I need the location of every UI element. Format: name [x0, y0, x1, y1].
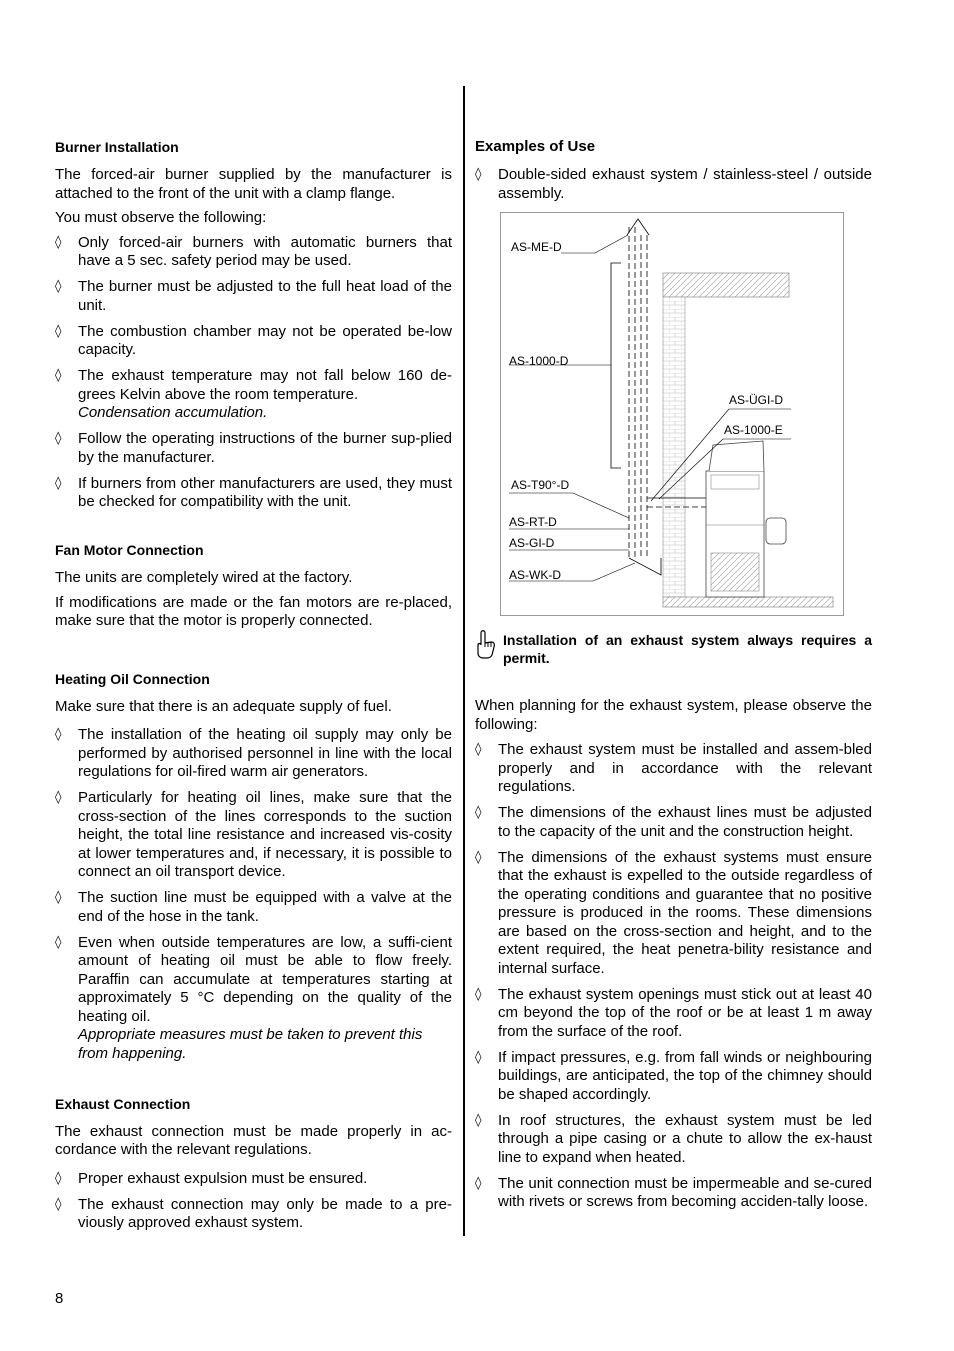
bullet-icon: ◊ — [55, 323, 62, 339]
examples-list — [475, 166, 872, 203]
list-item: ◊ The unit connection must be impermeable and se-cured with rivets or screws from becoming acciden-tally loose. — [475, 1174, 872, 1210]
list-item: ◊ Double-sided exhaust system / stainless-steel / outside assembly. — [475, 166, 872, 202]
label-as-1000-e: AS-1000-E — [724, 423, 783, 437]
exhaust-heading: Exhaust Connection — [55, 1095, 191, 1112]
bullet-icon: ◊ — [55, 475, 62, 491]
burner-heading: Burner Installation — [55, 139, 179, 155]
list-item: ◊ Follow the operating instructions of the burner sup-plied by the manufacturer. — [55, 430, 452, 466]
column-divider — [463, 86, 465, 1236]
paraffin-note: Appropriate measures must be taken to prevent this from happening. — [78, 1026, 423, 1062]
condensation-note: Condensation accumulation. — [78, 404, 268, 421]
bullet-icon: ◊ — [55, 279, 62, 294]
exhaust-paragraph-1: The exhaust connection must be made properly in ac-cordance with the relevant regulations. — [55, 1122, 452, 1158]
oil-list — [55, 726, 452, 1063]
left-column — [55, 138, 452, 1240]
list-item: ◊ The exhaust system openings must stick out at least 40 cm beyond the top of the roof or be at least 1 m away from the surface of the roof. — [475, 985, 872, 1040]
bullet-icon: ◊ — [475, 1112, 482, 1128]
list-item: ◊ The suction line must be equipped with a valve at the end of the hose in the tank. — [55, 889, 452, 925]
bullet-icon: ◊ — [55, 727, 62, 742]
list-item: ◊ Even when outside temperatures are low, a suffi-cient amount of heating oil must be able to flow freely. Paraffin can accumulate at temperatures starting at approximately 5 °C depending on the quality of the heating oil. Appropriate measures must be taken to prevent this from happening. — [55, 933, 452, 1062]
burner-paragraph-1: The forced-air burner supplied by the manufacturer is attached to the front of the unit with a clamp flange. — [55, 166, 452, 202]
label-as-1000-d: AS-1000-D — [509, 354, 569, 368]
list-item: ◊ The combustion chamber may not be operated be-low capacity. — [55, 322, 452, 358]
label-as-wk-d: AS-WK-D — [509, 568, 561, 582]
list-item: ◊ The exhaust connection may only be made to a pre-viously approved exhaust system. — [55, 1195, 452, 1231]
bullet-icon: ◊ — [55, 368, 62, 383]
oil-heading: Heating Oil Connection — [55, 670, 210, 687]
oil-paragraph-1: Make sure that there is an adequate supply of fuel. — [55, 697, 392, 715]
bullet-icon: ◊ — [55, 234, 62, 250]
list-item: ◊ Particularly for heating oil lines, make sure that the cross-section of the lines corresponds to the suction height, the total line resistance and increased vis-cosity at lower temperatures and, if necessary, it is possible to connect an oil transport device. — [55, 789, 452, 880]
list-item: ◊ The installation of the heating oil supply may only be performed by authorised personnel in line with the local regulations for oil-fired warm air generators. — [55, 726, 452, 780]
bullet-icon: ◊ — [55, 790, 62, 805]
exhaust-list — [55, 1170, 452, 1233]
examples-heading: Examples of Use — [475, 138, 596, 155]
label-as-rt-d: AS-RT-D — [509, 515, 557, 529]
list-item: ◊ The dimensions of the exhaust systems must ensure that the exhaust is expelled to the outside regardless of the operating conditions and guarantee that no positive pressure is produced in the rooms. These dimensions are based on the cross-section and height, and to the extent required, the heat penetra-bility resistance and internal surface. — [475, 848, 872, 977]
bullet-icon: ◊ — [55, 1196, 62, 1212]
label-as-ugi-d: AS-ÜGI-D — [729, 393, 783, 407]
fan-paragraph-1: The units are completely wired at the factory. — [55, 569, 353, 586]
label-as-gi-d: AS-GI-D — [509, 536, 555, 550]
bullet-icon: ◊ — [475, 986, 482, 1002]
planning-paragraph: When planning for the exhaust system, please observe the following: — [475, 697, 872, 733]
bullet-icon: ◊ — [55, 431, 62, 446]
list-item: ◊ The exhaust system must be installed and assem-bled properly and in accordance with the relevant regulations. — [475, 741, 872, 795]
bullet-icon: ◊ — [475, 1175, 482, 1191]
bullet-icon: ◊ — [55, 1170, 62, 1186]
fan-heading: Fan Motor Connection — [55, 542, 204, 558]
list-item: ◊ In roof structures, the exhaust system must be led through a pipe casing or a chute to allow the ex-haust line to expand when heated. — [475, 1111, 872, 1166]
bullet-icon: ◊ — [55, 890, 62, 905]
bullet-icon: ◊ — [475, 742, 482, 757]
bullet-icon: ◊ — [475, 849, 482, 865]
label-as-me-d: AS-ME-D — [511, 240, 562, 254]
list-item: ◊ Only forced-air burners with automatic burners that have a 5 sec. safety period may be used. — [55, 233, 452, 269]
list-item: ◊ If impact pressures, e.g. from fall winds or neighbouring buildings, are anticipated, the top of the chimney should be shaped accordingly. — [475, 1048, 872, 1103]
list-item: ◊ If burners from other manufacturers are used, they must be checked for compatibility with the unit. — [55, 474, 452, 510]
page-number: 8 — [55, 1290, 64, 1307]
right-column — [475, 138, 872, 1219]
planning-list — [475, 741, 872, 1212]
label-as-t90-d: AS-T90°-D — [511, 478, 570, 492]
bullet-icon: ◊ — [55, 934, 62, 950]
burner-list — [55, 234, 452, 512]
list-item: ◊ The dimensions of the exhaust lines must be adjusted to the capacity of the unit and the construction height. — [475, 804, 872, 840]
exhaust-system-diagram — [500, 212, 844, 616]
list-item: ◊ The burner must be adjusted to the full heat load of the unit. — [55, 278, 452, 314]
pointing-hand-icon — [475, 629, 497, 663]
fan-paragraph-2: If modifications are made or the fan motors are re-placed, make sure that the motor is properly connected. — [55, 593, 452, 629]
bullet-icon: ◊ — [475, 805, 482, 820]
diagram-drawing — [501, 213, 843, 615]
list-item: ◊ Proper exhaust expulsion must be ensured. — [55, 1169, 368, 1187]
list-item: ◊ The exhaust temperature may not fall below 160 de-grees Kelvin above the room temperature. Condensation accumulation. — [55, 367, 452, 421]
burner-paragraph-2: You must observe the following: — [55, 209, 267, 226]
permit-note: Installation of an exhaust system always requires a permit. — [475, 631, 872, 667]
bullet-icon: ◊ — [475, 1049, 482, 1065]
bullet-icon: ◊ — [475, 167, 482, 182]
